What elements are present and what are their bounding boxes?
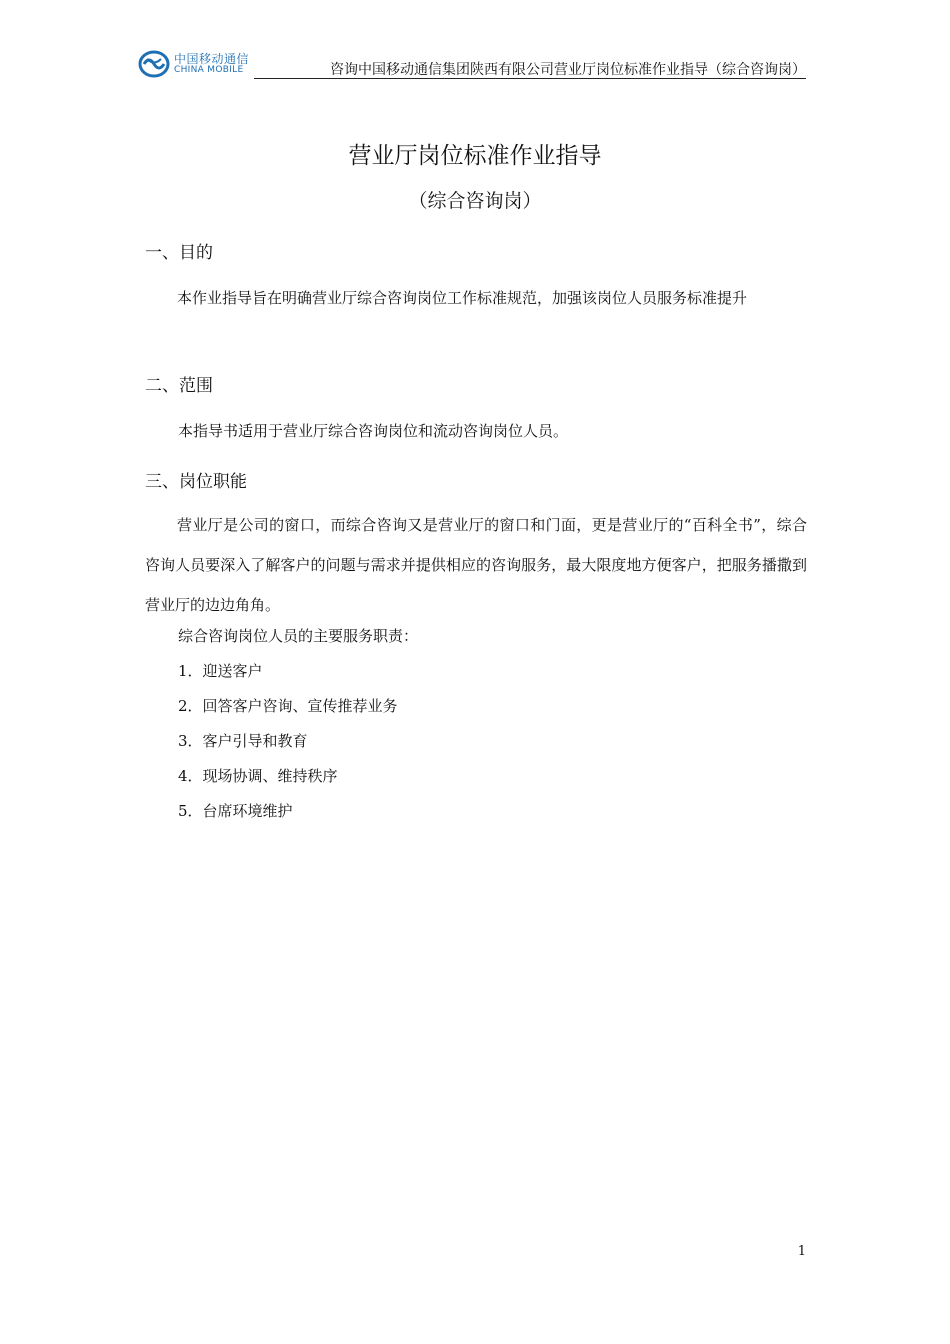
- list-item: 3．客户引导和教育: [178, 732, 308, 750]
- header-divider: [254, 78, 806, 79]
- logo-cn-text: 中国移动通信: [174, 52, 250, 66]
- document-subtitle: （综合咨询岗）: [408, 190, 542, 212]
- header-title: 咨询中国移动通信集团陕西有限公司营业厅岗位标准作业指导（综合咨询岗）: [330, 62, 806, 78]
- duties-intro: 综合咨询岗位人员的主要服务职责：: [178, 627, 419, 645]
- logo-en-text: CHINA MOBILE: [174, 65, 244, 75]
- section-paragraph-purpose: 本作业指导旨在明确营业厅综合咨询岗位工作标准规范，加强该岗位人员服务标准提升: [177, 289, 748, 307]
- section-heading-function: 三、岗位职能: [145, 472, 247, 492]
- page-number: 1: [797, 1244, 806, 1259]
- section-paragraph-function: 营业厅是公司的窗口，而综合咨询又是营业厅的窗口和门面，更是营业厅的“百科全书”，综合咨询人员要深入了解客户的问题与需求并提供相应的咨询服务，最大限度地方便客户，把服务播撒到营业厅的边边角角。: [145, 516, 807, 614]
- section-heading-purpose: 一、目的: [145, 243, 213, 263]
- china-mobile-logo: [138, 48, 258, 80]
- list-item: 4．现场协调、维持秩序: [178, 767, 338, 785]
- list-item: 2．回答客户咨询、宣传推荐业务: [178, 697, 398, 715]
- section-heading-scope: 二、范围: [145, 376, 213, 396]
- page-header: [138, 48, 806, 80]
- china-mobile-logo-icon: [138, 50, 170, 78]
- list-item: 5．台席环境维护: [178, 802, 293, 820]
- list-item: 1．迎送客户: [178, 662, 263, 680]
- section-paragraph-scope: 本指导书适用于营业厅综合咨询岗位和流动咨询岗位人员。: [178, 422, 569, 440]
- document-title: 营业厅岗位标准作业指导: [348, 143, 602, 169]
